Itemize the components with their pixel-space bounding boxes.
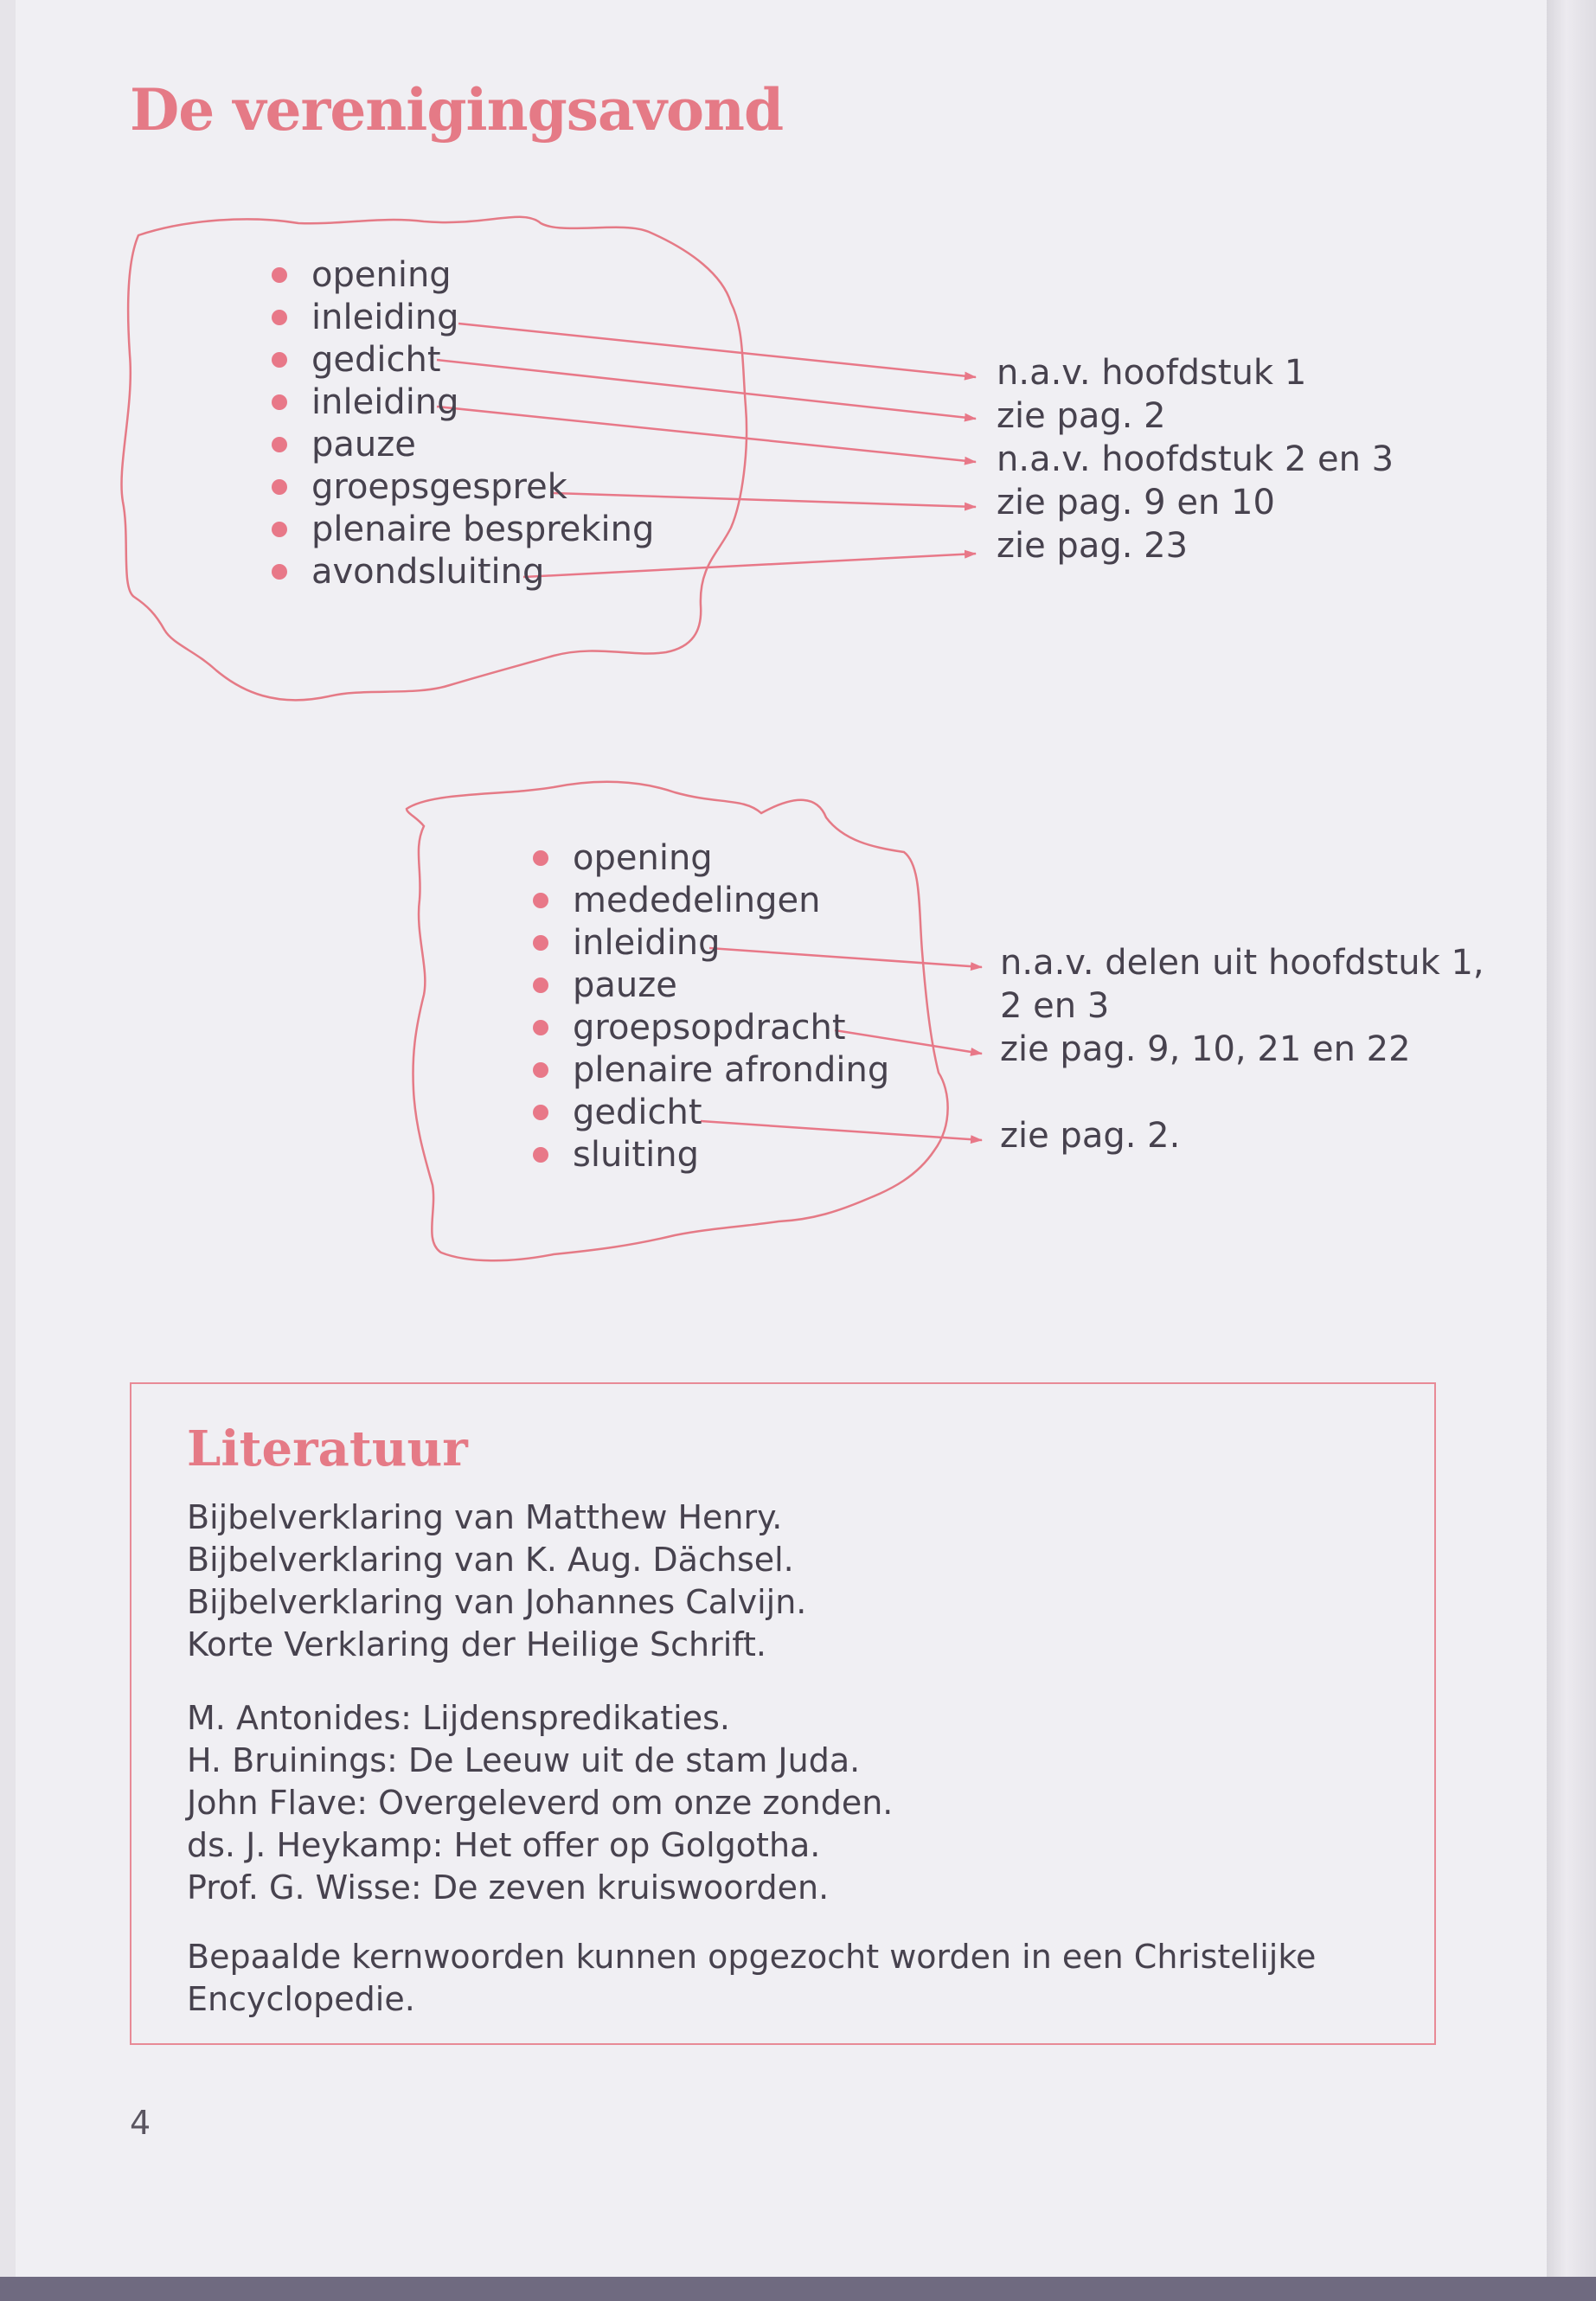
bullet-icon (272, 310, 287, 325)
literature-entry: Korte Verklaring der Heilige Schrift. (187, 1625, 766, 1663)
literature-entry: John Flave: Overgeleverd om onze zonden. (187, 1784, 894, 1822)
literature-books (187, 1697, 893, 1909)
agenda-item: plenaire afronding (573, 1049, 889, 1092)
bullet-icon (272, 394, 287, 410)
agenda-list-1 (311, 254, 654, 593)
agenda-item: opening (311, 254, 654, 297)
bullet-icon (272, 564, 287, 580)
agenda-item: plenaire bespreking (311, 509, 654, 551)
agenda-note: zie pag. 2. (1000, 1116, 1181, 1156)
bullet-icon (533, 1147, 548, 1163)
agenda-item: pauze (573, 965, 889, 1007)
literature-entry: Bijbelverklaring van Johannes Calvijn. (187, 1583, 807, 1621)
agenda-item: opening (573, 837, 889, 880)
literature-entry: M. Antonides: Lijdenspredikaties. (187, 1699, 730, 1737)
literature-box (130, 1382, 1436, 2045)
agenda-item: gedicht (573, 1092, 889, 1134)
bullet-icon (272, 267, 287, 283)
bullet-icon (533, 1105, 548, 1120)
literature-entry: H. Bruinings: De Leeuw uit de stam Juda. (187, 1741, 861, 1779)
literature-commentaries (187, 1497, 806, 1666)
agenda-item: inleiding (311, 381, 654, 424)
agenda-item: pauze (311, 424, 654, 466)
agenda-item: avondsluiting (311, 551, 654, 593)
agenda-list-2 (573, 837, 889, 1176)
agenda-item: groepsopdracht (573, 1007, 889, 1049)
agenda-item: groepsgesprek (311, 466, 654, 509)
agenda-note: zie pag. 9, 10, 21 en 22 (1000, 1029, 1411, 1069)
bullet-icon (533, 893, 548, 908)
bullet-icon (533, 850, 548, 866)
bullet-icon (533, 977, 548, 993)
agenda-note: n.a.v. delen uit hoofdstuk 1, (1000, 943, 1484, 983)
literature-title: Literatuur (187, 1420, 468, 1477)
agenda-item: mededelingen (573, 880, 889, 922)
literature-note: Bepaalde kernwoorden kunnen opgezocht worden in een Christelijke Encyclopedie. (187, 1938, 1317, 2018)
agenda-item: inleiding (573, 922, 889, 965)
bullet-icon (533, 935, 548, 951)
agenda-item: gedicht (311, 339, 654, 381)
agenda-note: zie pag. 23 (997, 526, 1189, 566)
agenda-note: 2 en 3 (1000, 986, 1110, 1026)
literature-entry: Bijbelverklaring van K. Aug. Dächsel. (187, 1541, 794, 1579)
agenda-item: inleiding (311, 297, 654, 339)
bullet-icon (272, 522, 287, 537)
agenda-note: n.a.v. hoofdstuk 2 en 3 (997, 439, 1394, 479)
literature-entry: ds. J. Heykamp: Het offer op Golgotha. (187, 1826, 821, 1864)
agenda-note: n.a.v. hoofdstuk 1 (997, 353, 1307, 393)
bullet-icon (272, 437, 287, 452)
bullet-icon (533, 1020, 548, 1035)
bullet-icon (272, 352, 287, 368)
bullet-icon (272, 479, 287, 495)
page-title: De verenigingsavond (130, 76, 784, 144)
agenda-item: sluiting (573, 1134, 889, 1176)
literature-entry: Bijbelverklaring van Matthew Henry. (187, 1498, 783, 1536)
bullet-icon (533, 1062, 548, 1078)
page-number: 4 (130, 2104, 151, 2142)
agenda-note: zie pag. 2 (997, 396, 1166, 436)
literature-entry: Prof. G. Wisse: De zeven kruiswoorden. (187, 1868, 830, 1907)
agenda-note: zie pag. 9 en 10 (997, 483, 1275, 522)
